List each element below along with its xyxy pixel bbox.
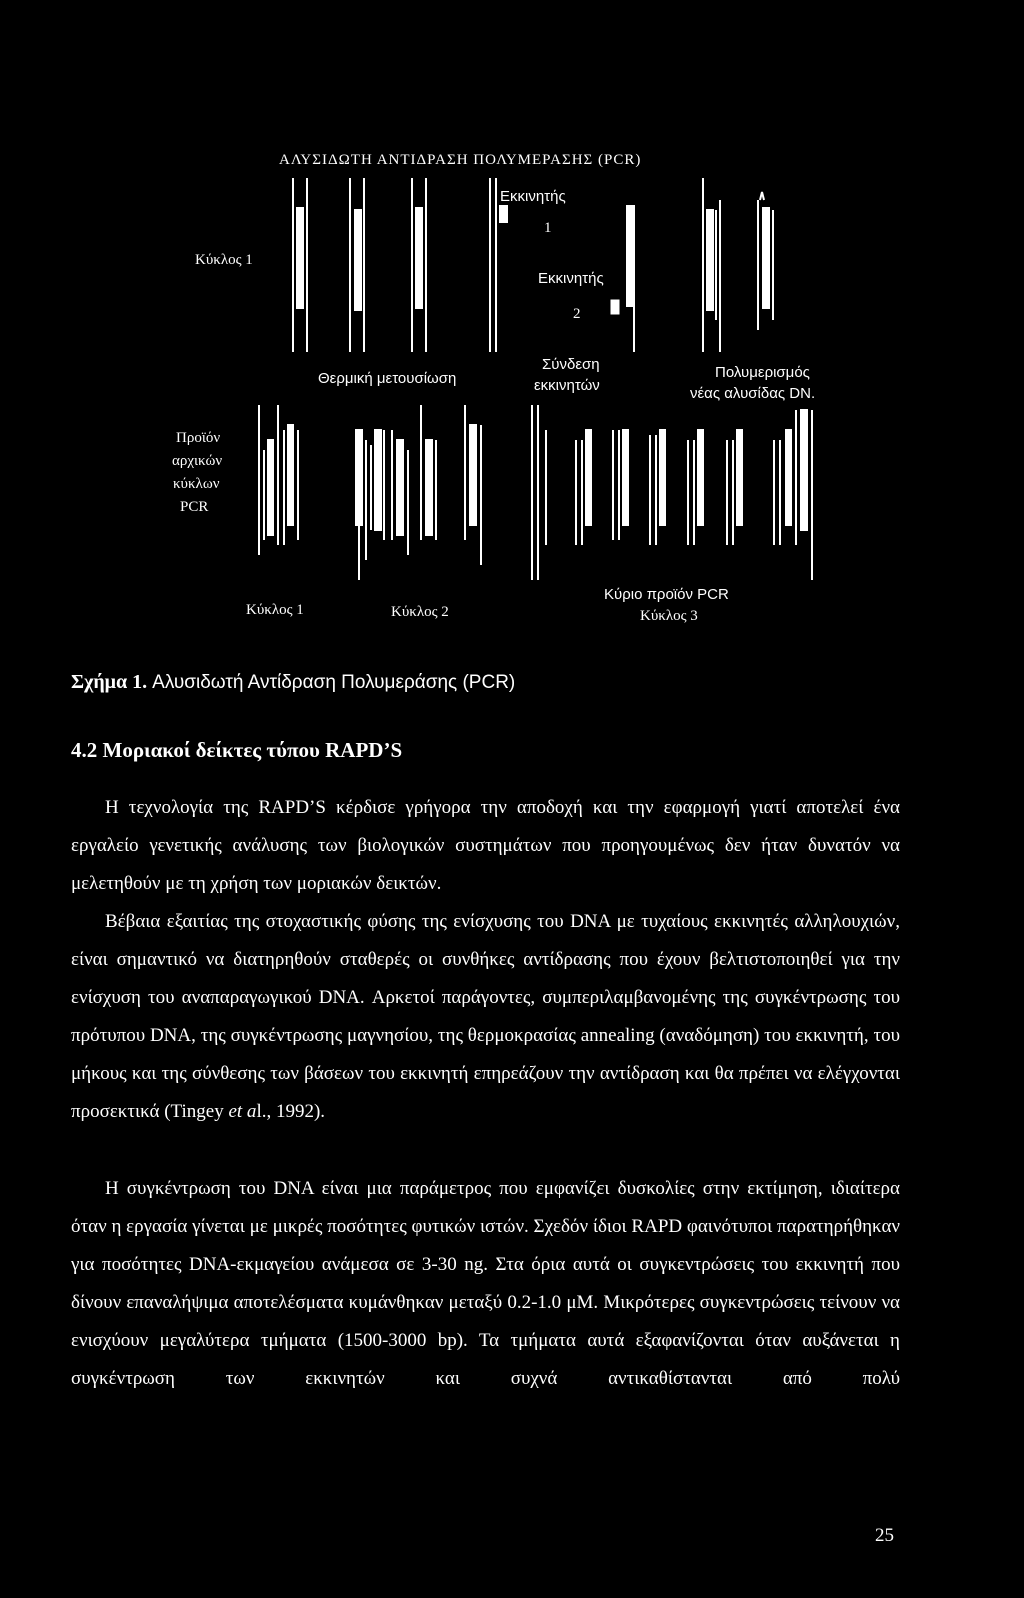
cycle1-bottom-label: Κύκλος 1 (246, 602, 304, 618)
denaturation-label: Θερμική μετουσίωση (318, 370, 457, 387)
extension-label-line1: Πολυμερισμός (715, 364, 810, 381)
figure-caption-label: Σχήμα 1. (71, 671, 148, 693)
page-number: 25 (875, 1525, 894, 1546)
product-label-line2: αρχικών (172, 453, 223, 469)
annealing-label-line2: εκκινητών (534, 377, 600, 394)
primer1-label: Εκκινητής (500, 188, 566, 205)
section-heading: 4.2 Μοριακοί δείκτες τύπου RAPD’S (71, 738, 403, 762)
product-label-line3: κύκλων (173, 476, 220, 492)
primer1-number: 1 (544, 220, 552, 236)
cycle3-bottom-label: Κύκλος 3 (640, 608, 698, 624)
paragraph-3: Η συγκέντρωση του DNA είναι μια παράμετρος που εμφανίζει δυσκολίες στην εκτίμηση, ιδιαίτερα όταν η εργασία γίνεται με μικρές ποσότητες φυτικών ιστών. Σχεδόν ίδιοι RAPD φαινότυποι παρατηρήθηκαν για ποσότητες DNA-εκμαγείου ανάμεσα σε 3-30 ng. Στα όρια αυτά οι συγκεντρώσεις του εκκινητή που δίνουν επαναλήψιμα αποτελέσματα κυμάνθηκαν μεταξύ 0.2-1.0 μM. Μικρότερες συγκεντρώσεις τείνουν να ενισχύουν μεγαλύτερα τμήματα (1500-3000 bp). Τα τμήματα αυτά εξαφανίζονται όταν αυξάνεται η συγκέντρωση των εκκινητών και συχνά αντικαθίστανται από πολύ (71, 1178, 900, 1389)
cycle1-top-label: Κύκλος 1 (195, 252, 253, 268)
product-label-line1: Προϊόν (176, 430, 221, 446)
bottom-strands (259, 405, 812, 580)
product-label-line4: PCR (180, 499, 209, 515)
figure-caption (71, 671, 515, 694)
primer2-number: 2 (573, 306, 581, 322)
primer2-label: Εκκινητής (538, 270, 604, 287)
extension-label-line2: νέας αλυσίδας DN. (690, 385, 816, 402)
paragraph-2-italic: et a (228, 1101, 257, 1122)
figure-title: ΑΛΥΣΙΔΩΤΗ ΑΝΤΙΔΡΑΣΗ ΠΟΛΥΜΕΡΑΣΗΣ (PCR) (279, 152, 642, 168)
paragraph-1: Η τεχνολογία της RAPD’S κέρδισε γρήγορα την αποδοχή και την εφαρμογή γιατί αποτελεί ένα εργαλείο γενετικής ανάλυσης των βιολογικών συστημάτων που προηγουμένως δεν ήταν δυνατόν να μελετηθούν με τη χρήση των μοριακών δεικτών. (71, 797, 900, 894)
pcr-diagram (0, 0, 1024, 650)
cycle2-bottom-label: Κύκλος 2 (391, 604, 449, 620)
paragraph-2-part1: Βέβαια εξαιτίας της στοχαστικής φύσης της ενίσχυσης του DNA με τυχαίους εκκινητές αλληλουχιών, είναι σημαντικό να διατηρηθούν σταθερές οι συνθήκες αντίδρασης που έχουν βελτιστοποιηθεί για την ενίσχυση του αναπαραγωγικού DNA. Αρκετοί παράγοντες, συμπεριλαμβανομένης της συγκέντρωσης του πρότυπου DNA, της συγκέντρωσης μαγνησίου, της θερμοκρασίας annealing (αναδόμηση) του εκκινητή, του μήκους και της σύνθεσης των βάσεων του εκκινητή επηρεάζουν την αντίδραση και θα πρέπει να ελέγχονται προσεκτικά (Tingey (71, 911, 900, 1122)
annealing-label-line1: Σύνδεση (542, 356, 600, 373)
figure-caption-text: Αλυσιδωτή Αντίδραση Πολυμεράσης (PCR) (152, 672, 516, 693)
paragraph-2 (71, 903, 900, 1131)
paragraph-2-part2: l., 1992). (256, 1101, 326, 1122)
main-product-label: Κύριο προϊόν PCR (604, 586, 729, 603)
